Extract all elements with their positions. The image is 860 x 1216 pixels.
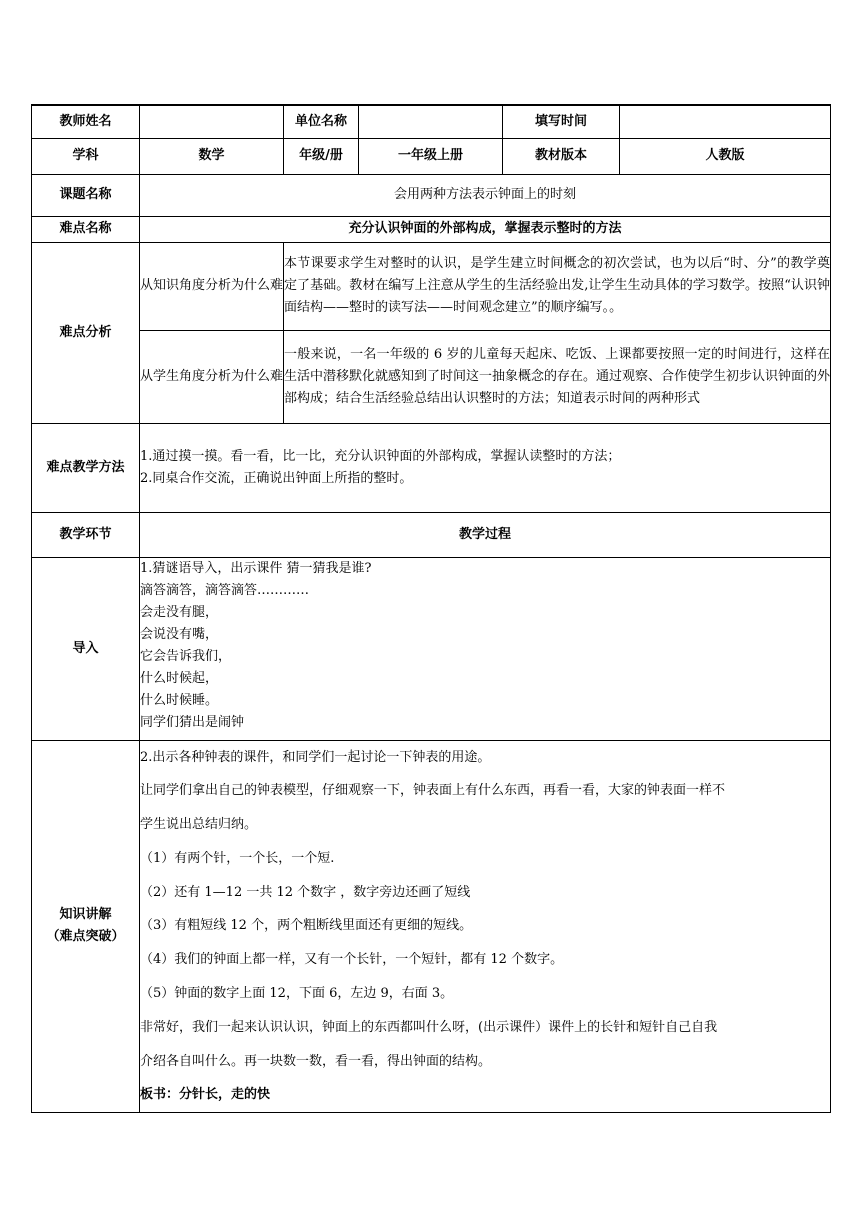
grade-value: 一年级上册 bbox=[359, 138, 503, 174]
difficulty-value: 充分认识钟面的外部构成，掌握表示整时的方法 bbox=[140, 216, 831, 242]
teacher-name-value bbox=[140, 105, 284, 138]
intro-line: 会说没有嘴， bbox=[140, 626, 219, 642]
topic-row bbox=[32, 174, 831, 216]
knowledge-line: 让同学们拿出自己的钟表模型，仔细观察一下，钟表面上有什么东西，再看一看，大家的钟表面一样不 bbox=[140, 783, 726, 799]
unit-name-value bbox=[359, 105, 503, 138]
intro-line: 滴答滴答，滴答滴答………… bbox=[140, 582, 310, 598]
knowledge-line: 非常好，我们一起来认识认识，钟面上的东西都叫什么呀，(出示课件）课件上的长针和短针自己自我 bbox=[140, 1019, 718, 1035]
knowledge-line: 学生说出总结归纳。 bbox=[140, 817, 258, 833]
knowledge-line: （1）有两个针，一个长，一个短. bbox=[140, 850, 335, 866]
intro-label: 导入 bbox=[32, 557, 140, 740]
stage-column-header: 教学环节 bbox=[32, 512, 140, 557]
intro-row bbox=[32, 557, 831, 740]
intro-line: 什么时候起， bbox=[140, 670, 219, 686]
fill-date-label: 填写时间 bbox=[503, 105, 620, 138]
methods-item: 2.同桌合作交流，正确说出钟面上所指的整时。 bbox=[140, 470, 413, 486]
methods-list bbox=[140, 423, 831, 512]
knowledge-line: （3）有粗短线 12 个，两个粗断线里面还有更细的短线。 bbox=[140, 918, 473, 934]
methods-item: 1.通过摸一摸。看一看，比一比，充分认识钟面的外部构成，掌握认读整时的方法； bbox=[140, 448, 621, 464]
analysis-student-row bbox=[32, 330, 831, 423]
difficulty-label: 难点名称 bbox=[32, 216, 140, 242]
edition-label: 教材版本 bbox=[503, 138, 620, 174]
knowledge-line: （4）我们的钟面上都一样，又有一个长针，一个短针，都有 12 个数字。 bbox=[140, 952, 564, 968]
knowledge-line: 2.出示各种钟表的课件，和同学们一起讨论一下钟表的用途。 bbox=[140, 749, 491, 765]
intro-line: 什么时候睡。 bbox=[140, 692, 219, 708]
intro-line: 会走没有腿， bbox=[140, 604, 219, 620]
analysis-knowledge-row bbox=[32, 242, 831, 330]
intro-line: 同学们猜出是闹钟 bbox=[140, 714, 245, 730]
teacher-name-label: 教师姓名 bbox=[32, 105, 140, 138]
subject-value: 数学 bbox=[140, 138, 284, 174]
intro-line: 它会告诉我们， bbox=[140, 648, 232, 664]
subject-label: 学科 bbox=[32, 138, 140, 174]
intro-line: 1.猜谜语导入，出示课件 猜一猜我是谁? bbox=[140, 560, 372, 576]
fill-date-value bbox=[620, 105, 831, 138]
subject-row bbox=[32, 138, 831, 174]
difficulty-row bbox=[32, 216, 831, 242]
header-row bbox=[32, 105, 831, 138]
topic-value: 会用两种方法表示钟面上的时刻 bbox=[140, 174, 831, 216]
knowledge-label bbox=[32, 740, 140, 1113]
lesson-plan-table bbox=[31, 104, 831, 1113]
knowledge-angle-text: 本节课要求学生对整时的认识，是学生建立时间概念的初次尝试，也为以后“时、分”的教学奠定了基础。教材在编写上注意从学生的生活经验出发,让学生生动具体的学习数学。按照“认识钟面结构——整时的读写法——时间观念建立”的顺序编写。。 bbox=[284, 242, 831, 330]
knowledge-row bbox=[32, 740, 831, 1113]
student-angle-text: 一般来说，一名一年级的 6 岁的儿童每天起床、吃饭、上课都要按照一定的时间进行，这样在生活中潜移默化就感知到了时间这一抽象概念的存在。通过观察、合作使学生初步认识钟面的外部构成；结合生活经验总结出认识整时的方法；知道表示时间的两种形式 bbox=[284, 330, 831, 423]
knowledge-line: （5）钟面的数字上面 12，下面 6，左边 9，右面 3。 bbox=[140, 986, 454, 1002]
knowledge-content-clip bbox=[140, 741, 830, 1113]
unit-name-label: 单位名称 bbox=[284, 105, 359, 138]
knowledge-content bbox=[140, 740, 831, 1113]
grade-label: 年级/册 bbox=[284, 138, 359, 174]
knowledge-label-line1: 知识讲解 bbox=[59, 907, 112, 923]
board-note: 板书：分针长，走的快 bbox=[140, 1087, 271, 1103]
intro-content bbox=[140, 557, 831, 740]
methods-row bbox=[32, 423, 831, 512]
knowledge-line: （2）还有 1—12 一共 12 个数字 ，数字旁边还画了短线 bbox=[140, 884, 471, 900]
analysis-label: 难点分析 bbox=[32, 242, 140, 423]
methods-label: 难点教学方法 bbox=[32, 423, 140, 512]
edition-value: 人教版 bbox=[620, 138, 831, 174]
topic-label: 课题名称 bbox=[32, 174, 140, 216]
student-angle-label: 从学生角度分析为什么难 bbox=[140, 330, 284, 423]
knowledge-line: 介绍各自叫什么。再一块数一数，看一看，得出钟面的结构。 bbox=[140, 1053, 492, 1069]
process-column-header: 教学过程 bbox=[140, 512, 831, 557]
knowledge-label-line2: （难点突破） bbox=[46, 929, 125, 945]
knowledge-angle-label: 从知识角度分析为什么难 bbox=[140, 242, 284, 330]
process-header-row bbox=[32, 512, 831, 557]
